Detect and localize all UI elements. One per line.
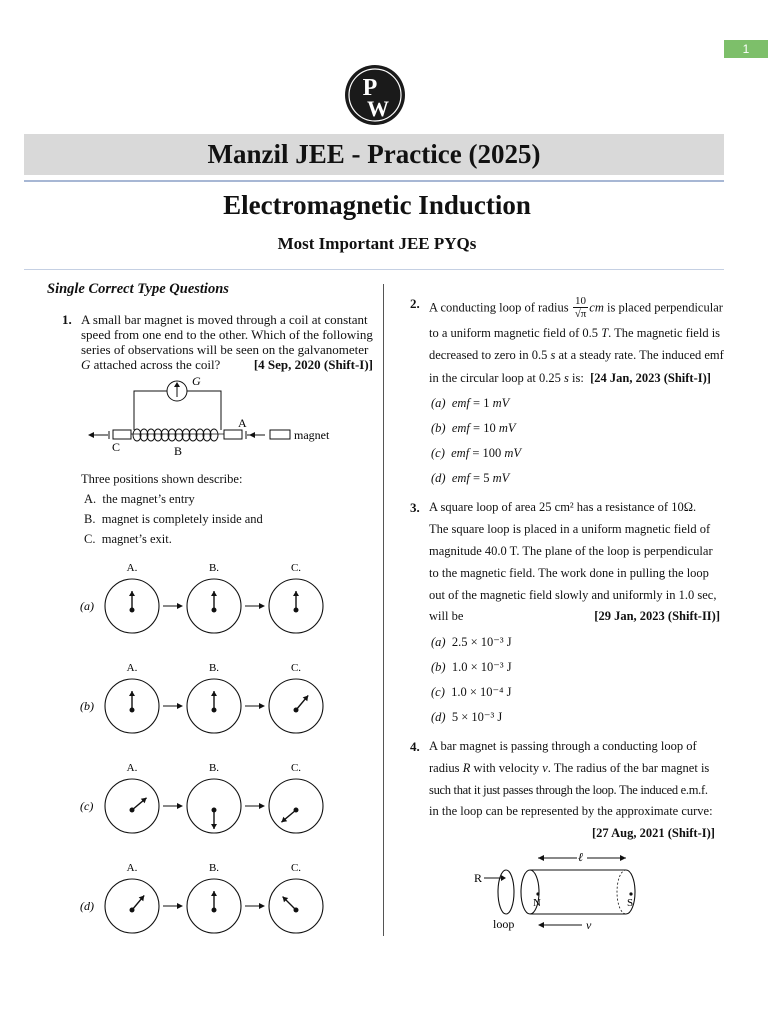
q4-var-v: v [542, 761, 548, 775]
q2-line-3 [429, 348, 724, 363]
option-label: (c) [431, 685, 445, 699]
header-rule [24, 180, 724, 182]
q2-line2-pre: to a uniform magnetic field of 0.5 [429, 326, 599, 340]
q1-line: A small bar magnet is moved through a coil at constant [81, 312, 368, 327]
option-var: emf [451, 396, 470, 410]
sequence-arrowhead [259, 903, 265, 909]
option-var: emf [451, 421, 470, 435]
q2-number: 2. [410, 296, 420, 311]
q1-dial-label: B. [208, 762, 220, 774]
q1-dial-label: B. [208, 862, 220, 874]
option-unit: mV [498, 421, 516, 435]
q4-reference: [27 Aug, 2021 (Shift-I)] [592, 826, 715, 840]
position-text: magnet is completely inside and [101, 512, 263, 526]
option-unit: mV [504, 446, 522, 460]
q2-frac-num: 10 [573, 295, 589, 308]
page-title: Manzil JEE - Practice (2025) [24, 134, 724, 175]
option-label: (d) [431, 710, 446, 724]
q4-line2-post: . The radius of the bar magnet is [547, 761, 710, 775]
q1-positions-intro: Three positions shown describe: [81, 472, 243, 486]
q3-option-c[interactable] [431, 684, 512, 700]
q3-last-line [429, 609, 720, 624]
q1-dial-label: B. [208, 562, 220, 574]
q1-dial-label: A. [126, 562, 138, 574]
logo-letter-w: W [367, 96, 389, 121]
section-title: Single Correct Type Questions [47, 281, 229, 297]
q1-position-b [84, 512, 263, 527]
q4-label-r: R [474, 871, 483, 885]
option-var: emf [451, 471, 470, 485]
q3-option-a[interactable] [431, 634, 512, 650]
q1-label-b: B [174, 444, 183, 458]
q1-text [81, 312, 373, 372]
q2-line1-post: is placed perpendicular [607, 300, 723, 315]
sequence-arrowhead [259, 703, 265, 709]
q1-number: 1. [62, 312, 72, 327]
option-unit: mV [492, 471, 510, 485]
q3-line: magnitude 40.0 T. The plane of the loop is perpendicular [429, 544, 713, 558]
needle-arrowhead [211, 591, 217, 596]
q4-line-4: in the loop can be represented by the approximate curve: [429, 804, 713, 818]
q2-frac-den: √π [574, 308, 587, 320]
needle-arrowhead [293, 591, 299, 596]
q3-line: out of the magnetic field slowly and uniformly in 1.0 sec, [429, 588, 717, 602]
q2-option-d[interactable] [431, 471, 509, 486]
q1-last-line [81, 357, 373, 372]
q1-last-text: attached across the coil? [93, 357, 221, 372]
position-label: A. [84, 492, 97, 506]
q1-dial-label: C. [290, 762, 302, 774]
option-label: (b) [431, 660, 446, 674]
q1-dial-label: B. [208, 662, 220, 674]
q1-position-a [84, 492, 195, 507]
q3-line: A square loop of area 25 cm² has a resistance of 10Ω. [429, 500, 697, 514]
q1-dial-label: C. [290, 862, 302, 874]
q1-reference: [4 Sep, 2020 (Shift-I)] [253, 357, 373, 372]
q2-line-1 [429, 296, 723, 321]
option-text: 1.0 × 10⁻³ J [451, 660, 512, 674]
q4-line-3: such that it just passes through the loop. The induced e.m.f. [429, 783, 708, 797]
q1-option-label: (a) [80, 599, 94, 613]
q1-option-label: (c) [80, 799, 94, 813]
sequence-arrowhead [259, 803, 265, 809]
q3-option-d[interactable] [431, 709, 502, 725]
q1-dial-label: C. [290, 662, 302, 674]
q1-line: speed from one end to the other. Which of the following [81, 327, 373, 342]
q3-number: 3. [410, 500, 420, 515]
option-label: (b) [431, 421, 446, 435]
q2-line2-var: T [601, 326, 609, 340]
q1-position-c [84, 532, 172, 547]
option-var: emf [451, 446, 470, 460]
option-value: = 5 [473, 471, 490, 485]
position-text: the magnet’s entry [102, 492, 195, 506]
q2-line3-post: at a steady rate. The induced emf [558, 348, 724, 362]
q4-line-1: A bar magnet is passing through a conducting loop of [429, 739, 697, 753]
q3-line: to the magnetic field. The work done in pulling the loop [429, 566, 709, 580]
q4-label-l: ℓ [578, 850, 583, 864]
q3-last-text: will be [429, 609, 464, 623]
sequence-arrowhead [177, 703, 183, 709]
position-text: magnet’s exit. [101, 532, 172, 546]
q4-line-2 [429, 761, 709, 776]
needle-arrowhead [211, 691, 217, 696]
q2-line4-var: s [564, 371, 569, 385]
option-label: (a) [431, 635, 446, 649]
q1-label-g: G [192, 374, 201, 388]
option-label: (c) [431, 446, 445, 460]
needle-arrowhead [211, 891, 217, 896]
q1-option-label: (b) [80, 699, 94, 713]
needle-arrowhead [129, 591, 135, 596]
q2-line1-pre: A conducting loop of radius [429, 300, 569, 315]
q2-line-4 [429, 371, 711, 386]
column-divider [383, 284, 384, 936]
galvanometer-dial [269, 879, 323, 933]
q4-label-loop: loop [493, 917, 515, 931]
q1-option-label: (d) [80, 899, 94, 913]
q2-line4-post: is: [572, 371, 584, 385]
sequence-arrowhead [177, 803, 183, 809]
q2-fraction [573, 295, 589, 320]
option-label: (d) [431, 471, 446, 485]
q4-label-s: S [627, 897, 634, 909]
q1-dial-options [70, 556, 360, 936]
page-number: 1 [724, 40, 768, 58]
pw-logo [343, 59, 407, 127]
q1-var-g: G [81, 357, 91, 372]
sequence-arrowhead [177, 603, 183, 609]
sequence-arrowhead [177, 903, 183, 909]
q1-label-c: C [112, 440, 121, 454]
galvanometer-dial [105, 779, 159, 833]
q1-coil-figure [80, 372, 350, 462]
option-value: = 100 [472, 446, 502, 460]
q2-line3-var: s [550, 348, 556, 362]
q2-unit: cm [589, 300, 604, 315]
q3-option-b[interactable] [431, 659, 512, 675]
needle-arrowhead [129, 691, 135, 696]
subtitle-rule [24, 269, 724, 270]
option-unit: mV [492, 396, 510, 410]
sequence-arrowhead [259, 603, 265, 609]
option-value: = 10 [473, 421, 496, 435]
q2-option-b[interactable] [431, 421, 516, 436]
logo-letter-p: P [362, 75, 378, 101]
q4-number: 4. [410, 739, 420, 754]
q2-reference: [24 Jan, 2023 (Shift-I)] [590, 371, 711, 385]
q2-line3-pre: decreased to zero in 0.5 [429, 348, 548, 362]
galvanometer-dial [269, 679, 323, 733]
galvanometer-dial [105, 879, 159, 933]
option-text: 2.5 × 10⁻³ J [451, 635, 512, 649]
q1-line: series of observations will be seen on the galvanometer [81, 342, 369, 357]
q2-line-2 [429, 326, 720, 341]
q4-label-v: v [586, 918, 592, 932]
galvanometer-dial [269, 779, 323, 833]
position-label: B. [84, 512, 96, 526]
q4-label-n: N [533, 897, 541, 909]
q2-option-a[interactable] [431, 396, 509, 411]
q2-option-c[interactable] [431, 446, 521, 461]
q1-label-magnet: magnet [294, 428, 330, 442]
q4-var-r: R [462, 761, 471, 775]
q4-line2-mid: with velocity [473, 761, 540, 775]
option-text: 1.0 × 10⁻⁴ J [451, 685, 512, 699]
option-value: = 1 [473, 396, 490, 410]
chapter-title: Electromagnetic Induction [223, 190, 531, 220]
q2-line4-pre: in the circular loop at 0.25 [429, 371, 561, 385]
q1-dial-label: A. [126, 862, 138, 874]
q2-line2-post: . The magnetic field is [608, 326, 721, 340]
chapter-subtitle: Most Important JEE PYQs [277, 234, 477, 253]
q4-line2-pre: radius [429, 761, 460, 775]
position-label: C. [84, 532, 96, 546]
needle-arrowhead [211, 824, 217, 829]
q4-magnet-figure [468, 848, 648, 934]
option-text: 5 × 10⁻³ J [451, 710, 503, 724]
q1-label-a: A [238, 416, 247, 430]
q1-dial-label: C. [290, 562, 302, 574]
q3-line: The square loop is placed in a uniform magnetic field of [429, 522, 711, 536]
q1-dial-label: A. [126, 662, 138, 674]
q3-reference: [29 Jan, 2023 (Shift-II)] [594, 609, 720, 623]
q1-dial-label: A. [126, 762, 138, 774]
option-label: (a) [431, 396, 446, 410]
